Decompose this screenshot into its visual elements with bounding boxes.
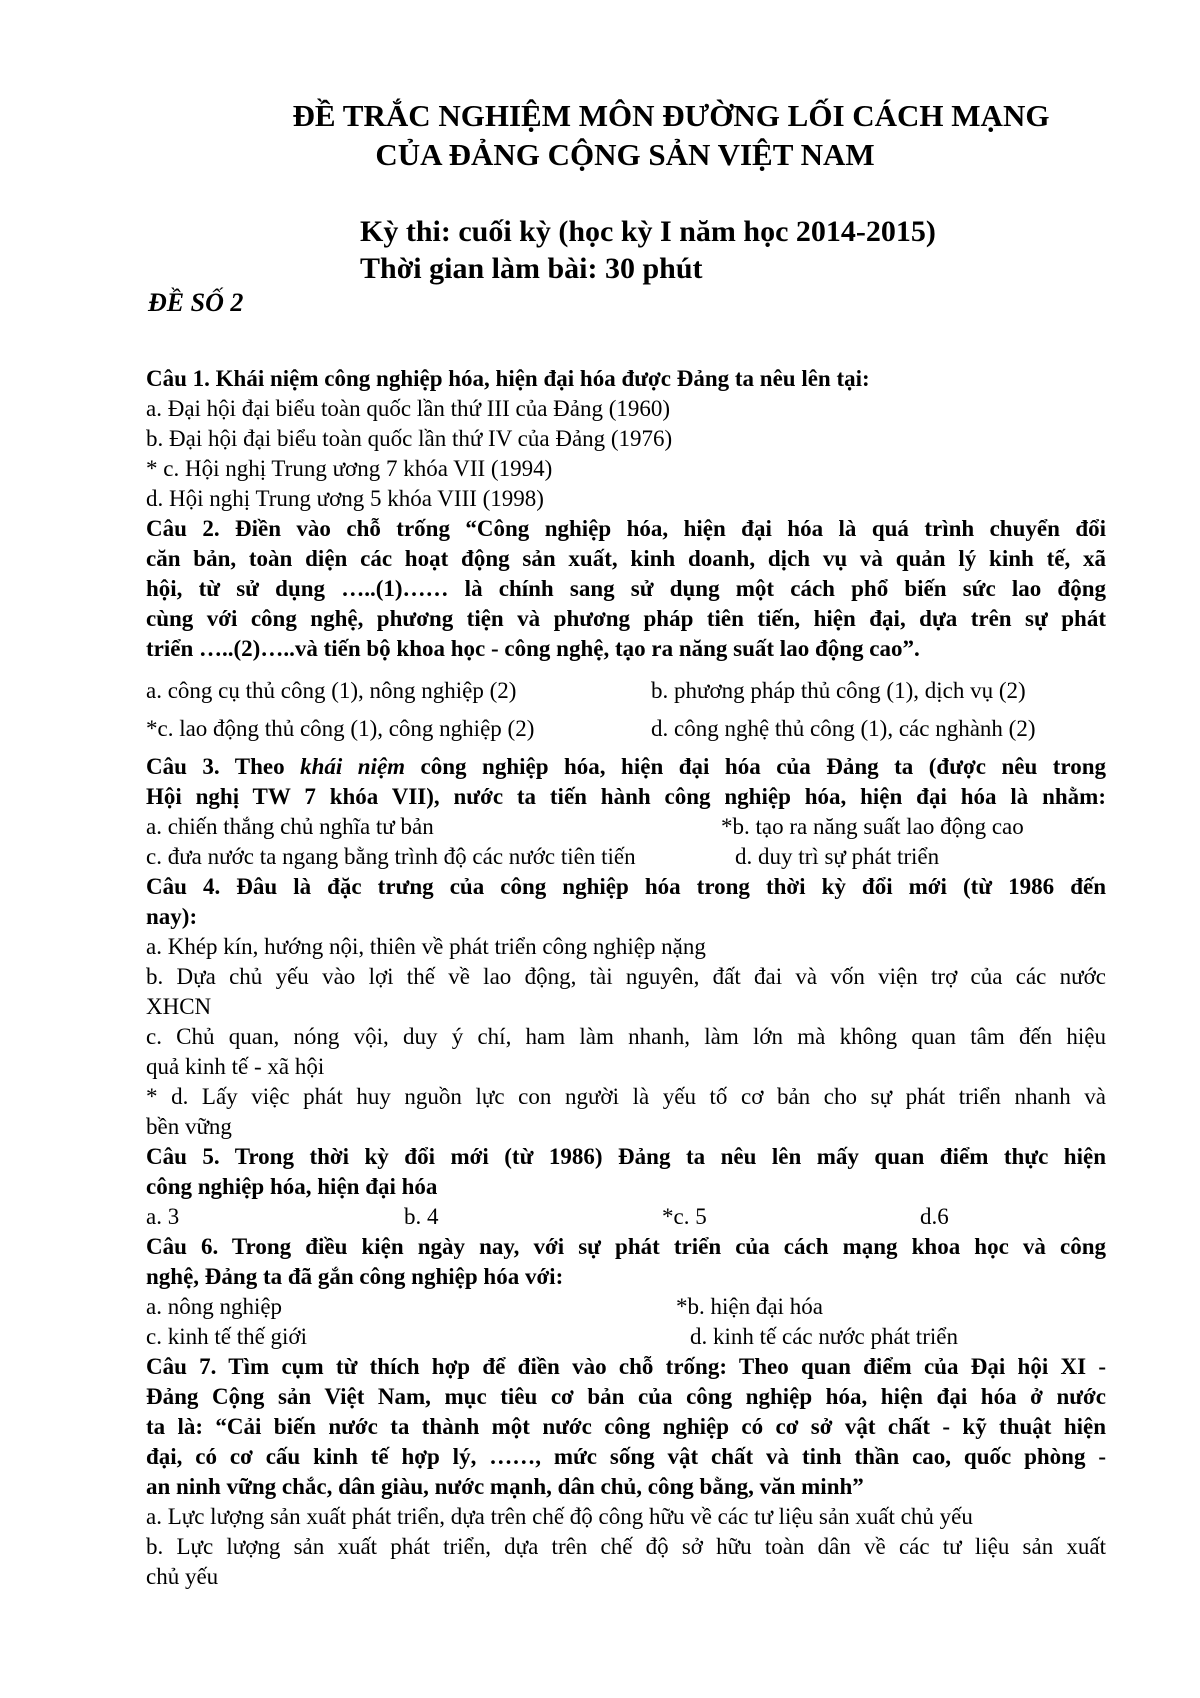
question-1-option-d: d. Hội nghị Trung ương 5 khóa VIII (1998) (146, 486, 544, 511)
question-4 (146, 872, 1106, 1142)
exam-title-line1: ĐỀ TRẮC NGHIỆM MÔN ĐƯỜNG LỐI CÁCH MẠNG (292, 98, 1050, 133)
question-3-option-b: *b. tạo ra năng suất lao động cao (721, 814, 1024, 839)
question-3-option-a: a. chiến thắng chủ nghĩa tư bản (146, 814, 434, 839)
question-5-options (146, 1202, 1106, 1232)
question-7-stem-line3: ta là: “Cải biến nước ta thành một nước công nghiệp có cơ sở vật chất - kỹ thuật hiện (146, 1414, 1106, 1439)
question-3-option-c: c. đưa nước ta ngang bằng trình độ các nước tiên tiến (146, 844, 636, 869)
question-4-option-a: a. Khép kín, hướng nội, thiên về phát triển công nghiệp nặng (146, 934, 706, 959)
question-3-options-row2 (146, 842, 1106, 872)
question-4-option-b-line2: XHCN (146, 994, 212, 1019)
exam-number: ĐỀ SỐ 2 (148, 288, 244, 317)
question-2-option-d: d. công nghệ thủ công (1), các nghành (2) (651, 716, 1036, 741)
question-1-option-c: * c. Hội nghị Trung ương 7 khóa VII (1994) (146, 456, 553, 481)
question-4-option-c-line2: quả kinh tế - xã hội (146, 1054, 325, 1079)
question-7-option-b-line2: chủ yếu (146, 1564, 219, 1589)
question-7-option-b-line1: b. Lực lượng sản xuất phát triển, dựa trên chế độ sở hữu toàn dân về các tư liệu sản xuất (146, 1534, 1106, 1559)
question-2-options-row2 (146, 714, 1106, 744)
question-1-stem: Câu 1. Khái niệm công nghiệp hóa, hiện đại hóa được Đảng ta nêu lên tại: (146, 366, 870, 391)
question-7-stem-line2: Đảng Cộng sản Việt Nam, mục tiêu cơ bản của công nghiệp hóa, hiện đại hóa ở nước (146, 1384, 1106, 1409)
question-6-stem-line2: nghệ, Đảng ta đã gắn công nghiệp hóa với: (146, 1264, 564, 1289)
question-6-option-a: a. nông nghiệp (146, 1294, 283, 1319)
question-1 (146, 364, 1106, 514)
question-6-options-row2 (146, 1322, 1106, 1352)
question-7-option-a: a. Lực lượng sản xuất phát triển, dựa trên chế độ công hữu về các tư liệu sản xuất chủ yếu (146, 1504, 973, 1529)
exam-period: Kỳ thi: cuối kỳ (học kỳ I năm học 2014-2015) (360, 215, 936, 248)
question-5-option-a: a. 3 (146, 1204, 180, 1229)
question-5-option-d: d.6 (920, 1204, 949, 1229)
question-3-stem-line1 (146, 752, 1106, 782)
exam-title-line2: CỦA ĐẢNG CỘNG SẢN VIỆT NAM (375, 137, 875, 172)
question-6 (146, 1232, 1106, 1352)
question-2-option-c: *c. lao động thủ công (1), công nghiệp (2) (146, 716, 535, 741)
question-2-options-row1 (146, 676, 1106, 706)
question-5-stem-line1: Câu 5. Trong thời kỳ đổi mới (từ 1986) Đảng ta nêu lên mấy quan điểm thực hiện (146, 1144, 1106, 1169)
question-6-stem-line1: Câu 6. Trong điều kiện ngày nay, với sự phát triển của cách mạng khoa học và công (146, 1234, 1106, 1259)
question-4-option-b-line1: b. Dựa chủ yếu vào lợi thế về lao động, tài nguyên, đất đai và vốn viện trợ của các nước (146, 964, 1106, 989)
question-3-option-d: d. duy trì sự phát triển (735, 844, 940, 869)
question-3 (146, 752, 1106, 872)
question-3-stem-prefix: Câu 3. Theo (146, 754, 301, 779)
question-2-stem-line5: triển …..(2)…..và tiến bộ khoa học - công nghệ, tạo ra năng suất lao động cao”. (146, 636, 920, 661)
question-2-option-a: a. công cụ thủ công (1), nông nghiệp (2) (146, 678, 517, 703)
question-5 (146, 1142, 1106, 1232)
question-3-stem-line2: Hội nghị TW 7 khóa VII), nước ta tiến hành công nghiệp hóa, hiện đại hóa là nhằm: (146, 784, 1106, 809)
question-4-stem-line2: nay): (146, 904, 198, 929)
question-1-option-a: a. Đại hội đại biểu toàn quốc lần thứ III của Đảng (1960) (146, 396, 671, 421)
question-2-stem-line3: hội, từ sử dụng …..(1)…… là chính sang sử dụng một cách phổ biến sức lao động (146, 576, 1106, 601)
question-7 (146, 1352, 1106, 1592)
question-6-option-c: c. kinh tế thế giới (146, 1324, 307, 1349)
question-4-stem-line1: Câu 4. Đâu là đặc trưng của công nghiệp hóa trong thời kỳ đổi mới (từ 1986 đến (146, 874, 1106, 899)
question-2 (146, 514, 1106, 752)
question-4-option-d-line1: * d. Lấy việc phát huy nguồn lực con người là yếu tố cơ bản cho sự phát triển nhanh và (146, 1084, 1106, 1109)
question-5-stem-line2: công nghiệp hóa, hiện đại hóa (146, 1174, 438, 1199)
question-2-stem-line2: căn bản, toàn diện các hoạt động sản xuất, kinh doanh, dịch vụ và quản lý kinh tế, xã (146, 546, 1106, 571)
question-2-stem-line1: Câu 2. Điền vào chỗ trống “Công nghiệp hóa, hiện đại hóa là quá trình chuyển đổi (146, 516, 1106, 541)
question-3-options-row1 (146, 812, 1106, 842)
question-7-stem-line4: đại, có cơ cấu kinh tế hợp lý, ……, mức sống vật chất và tinh thần cao, quốc phòng - (146, 1444, 1106, 1469)
question-7-stem-line1: Câu 7. Tìm cụm từ thích hợp để điền vào chỗ trống: Theo quan điểm của Đại hội XI - (146, 1354, 1106, 1379)
exam-duration: Thời gian làm bài: 30 phút (360, 252, 703, 285)
question-6-option-d: d. kinh tế các nước phát triển (690, 1324, 958, 1349)
question-2-stem-line4: cùng với công nghệ, phương tiện và phương pháp tiên tiến, hiện đại, dựa trên sự phát (146, 606, 1106, 631)
question-6-option-b: *b. hiện đại hóa (676, 1294, 823, 1319)
question-4-option-d-line2: bền vững (146, 1114, 232, 1139)
question-6-options-row1 (146, 1292, 1106, 1322)
question-7-stem-line5: an ninh vững chắc, dân giàu, nước mạnh, dân chủ, công bằng, văn minh” (146, 1474, 864, 1499)
question-5-option-c: *c. 5 (662, 1204, 707, 1229)
question-1-option-b: b. Đại hội đại biểu toàn quốc lần thứ IV của Đảng (1976) (146, 426, 673, 451)
question-5-option-b: b. 4 (404, 1204, 439, 1229)
question-list (146, 364, 1106, 1592)
question-2-option-b: b. phương pháp thủ công (1), dịch vụ (2) (651, 678, 1026, 703)
question-3-stem-emphasis: khái niệm (300, 754, 406, 779)
question-4-option-c-line1: c. Chủ quan, nóng vội, duy ý chí, ham làm nhanh, làm lớn mà không quan tâm đến hiệu (146, 1024, 1106, 1049)
question-3-stem-suffix: công nghiệp hóa, hiện đại hóa của Đảng ta (được nêu trong (405, 754, 1106, 779)
